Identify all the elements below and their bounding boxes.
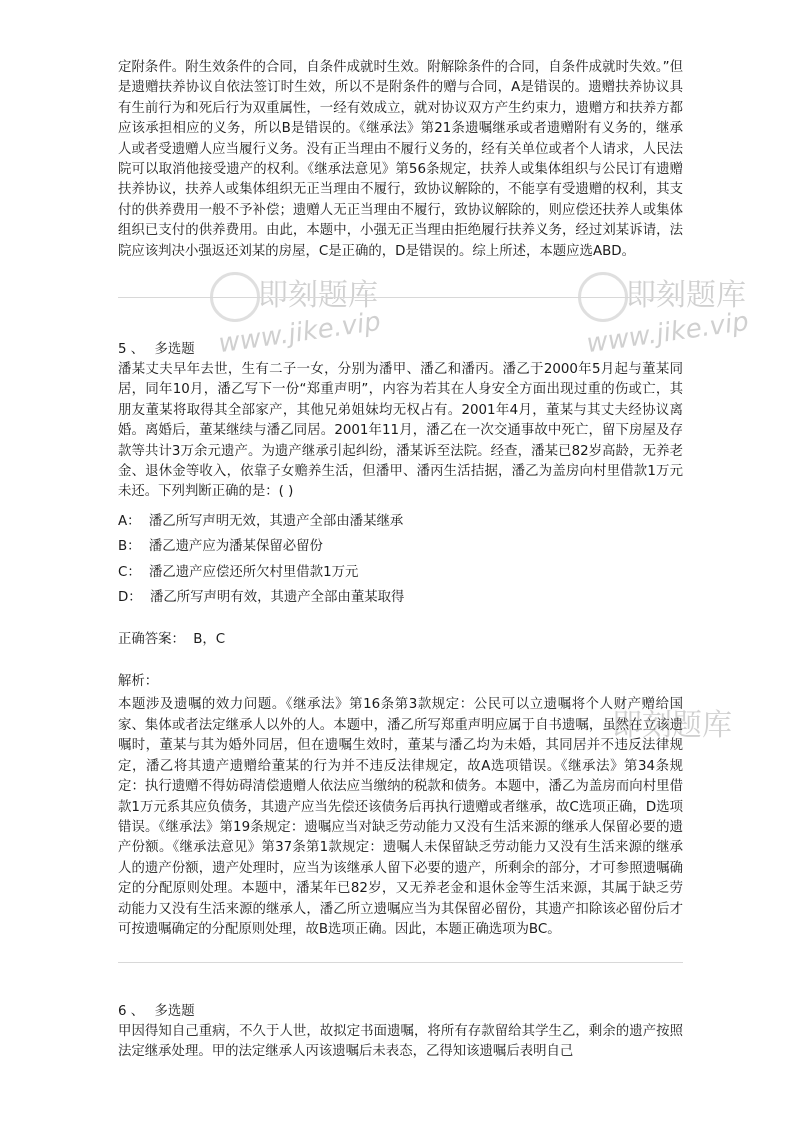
option-text: 潘乙所写声明无效，其遗产全部由潘某继承 [148, 513, 404, 529]
option-label: B： [118, 539, 141, 555]
watermark-url: www.jike.vip [216, 306, 383, 360]
watermark-brand-mid: 即刻题库 [612, 708, 732, 743]
q5-body [118, 360, 683, 940]
q5-option-b[interactable] [118, 537, 683, 557]
option-text: 潘乙遗产应偿还所欠村里借款1万元 [149, 564, 359, 580]
watermark-url-right: www.jike.vip [584, 306, 751, 360]
q5-analysis: 本题涉及遗嘱的效力问题。《继承法》第16条第3款规定：公民可以立遗嘱将个人财产赠给国家、集体或者法定继承人以外的人。本题中，潘乙所写郑重声明应属于自书遗嘱，虽然在立该遗嘱时，董某与其为婚外同居，但在遗嘱生效时，董某与潘乙均为未婚，其同居并不违反法律规定，潘乙将其遗产遗赠给董某的行为并不违反法律规定，故A选项错误。《继承法》第34条规定：执行遗赠不得妨碍清偿遗赠人依法应当缴纳的税款和债务。本题中，潘乙为盖房而向村里借款1万元系其应负债务，其遗产应当先偿还该债务后再执行遗赠或者继承，故C选项正确，D选项错误。《继承法》第19条规定：遗嘱应当对缺乏劳动能力又没有生活来源的继承人保留必要的遗产份额。《继承法意见》第37条第1款规定：遗嘱人未保留缺乏劳动能力又没有生活来源的继承人的遗产份额，遗产处理时，应当为该继承人留下必要的遗产，所剩余的部分，才可参照遗嘱确定的分配原则处理。本题中，潘某年已82岁，又无养老金和退休金等生活来源，其属于缺乏劳动能力又没有生活来源的继承人，潘乙所立遗嘱应当为其保留必留份，其遗产扣除该必留份后才可按遗嘱确定的分配原则处理，故B选项正确。因此，本题正确选项为BC。 [118, 697, 683, 937]
watermark-brand: 即刻题库 [258, 278, 378, 313]
q5-option-d[interactable] [118, 588, 683, 608]
q5-number: 5 、 [118, 342, 145, 357]
option-text: 潘乙所写声明有效，其遗产全部由董某取得 [149, 590, 405, 606]
q5-header [118, 338, 195, 357]
q6-type: 多选题 [154, 1004, 195, 1019]
answer-label: 正确答案： [118, 632, 185, 648]
answer-value: B，C [193, 632, 226, 648]
intro-section [118, 58, 683, 262]
q5-analysis-label: 解析： [118, 674, 159, 690]
q6-body [118, 1022, 683, 1126]
section-divider [118, 297, 683, 298]
q6-number: 6 、 [118, 1004, 145, 1019]
q6-stem: 甲因得知自己重病，不久于人世，故拟定书面遗嘱，将所有存款留给其学生乙，剩余的遗产按照法定继承处理。甲的法定继承人丙该遗嘱后未表态，乙得知该遗嘱后表明自己 [118, 1024, 683, 1060]
watermark-brand-right: 即刻题库 [626, 278, 746, 313]
q5-options [118, 512, 683, 609]
option-label: D： [118, 590, 142, 606]
q5-stem: 潘某丈夫早年去世，生有二子一女，分别为潘甲、潘乙和潘丙。潘乙于2000年5月起与董某同居，同年10月，潘乙写下一份“郑重声明”，内容为若其在人身安全方面出现过重的伤或亡，其朋友董某将取得其全部家产，其他兄弟姐妹均无权占有。2001年4月，董某与其丈夫经协议离婚。离婚后，董某继续与潘乙同居。2001年11月，潘乙在一次交通事故中死亡，留下房屋及存款等共计3万余元遗产。为遗产继承引起纠纷，潘某诉至法院。经查，潘某已82岁高龄，无养老金、退休金等收入，依靠子女赡养生活，但潘甲、潘丙生活拮据，潘乙为盖房向村里借款1万元未还。下列判断正确的是：( ) [118, 362, 683, 500]
intro-paragraph: 定附条件。附生效条件的合同，自条件成就时生效。附解除条件的合同，自条件成就时失效。”但是遗赠扶养协议自依法签订时生效，所以不是附条件的赠与合同，A是错误的。遗赠扶养协议具有生前行为和死后行为双重属性，一经有效成立，就对协议双方产生约束力，遗赠方和扶养方都应该承担相应的义务，所以B是错误的。《继承法》第21条遗嘱继承或者遗赠附有义务的，继承人或者受遗赠人应当履行义务。没有正当理由不履行义务的，经有关单位或者个人请求，人民法院可以取消他接受遗产的权利。《继承法意见》第56条规定，扶养人或集体组织与公民订有遗赠扶养协议，扶养人或集体组织无正当理由不履行，致协议解除的，不能享有受遗赠的权利，其支付的供养费用一般不予补偿；遗赠人无正当理由不履行，致协议解除的，则应偿还扶养人或集体组织已支付的供养费用。由此，本题中，小强无正当理由拒绝履行扶养义务，经过刘某诉请，法院应该判决小强返还刘某的房屋，C是正确的，D是错误的。综上所述，本题应选ABD。 [118, 60, 683, 259]
option-text: 潘乙遗产应为潘某保留必留份 [148, 539, 323, 555]
q5-type: 多选题 [154, 342, 195, 357]
option-label: C： [118, 564, 141, 580]
q5-answer [118, 628, 683, 647]
option-label: A： [118, 513, 141, 529]
section-divider-2 [118, 962, 683, 963]
q5-option-a[interactable] [118, 512, 683, 532]
q5-option-c[interactable] [118, 563, 683, 583]
q6-header [118, 1000, 195, 1019]
